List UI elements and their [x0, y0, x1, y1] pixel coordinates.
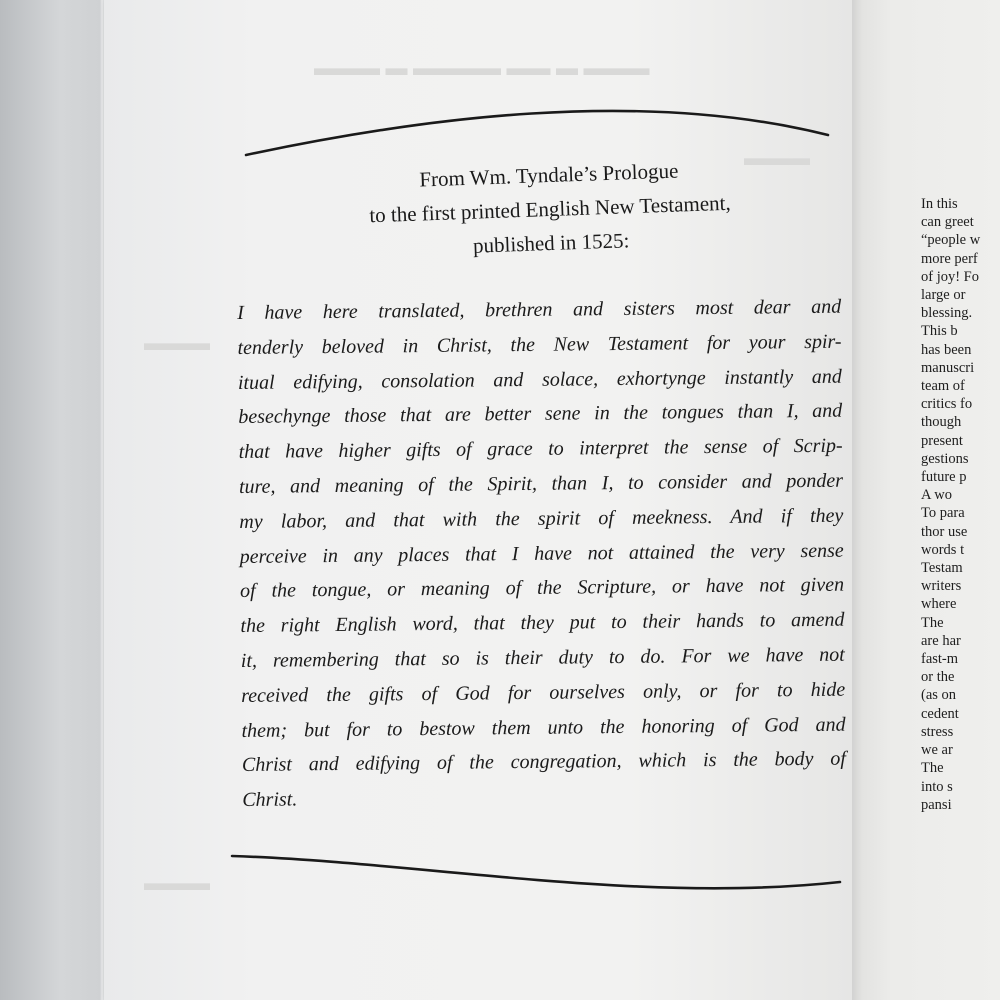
- facing-page-line: large or: [921, 287, 966, 304]
- quote-line: the right English word, that they put to their hands to amend: [240, 608, 845, 638]
- heading-line: published in 1525:: [472, 228, 630, 258]
- quote-line: my labor, and that with the spirit of meekness. And if they: [239, 504, 844, 533]
- quote-line: them; but for to bestow them unto the honoring of God and: [241, 713, 846, 742]
- facing-page-line: future p: [921, 469, 967, 486]
- facing-page-line: fast-m: [921, 651, 959, 668]
- facing-page-line: thor use: [921, 523, 968, 540]
- facing-page-line: (as on: [921, 687, 957, 704]
- quote-line: perceive in any places that I have not attained the very sense: [239, 539, 844, 568]
- quote-line: it, remembering that so is their duty to do. For we have not: [240, 643, 845, 672]
- facing-page-line: gestions: [921, 450, 969, 467]
- facing-page-line: cedent: [921, 705, 959, 722]
- facing-page-line: we ar: [921, 742, 953, 759]
- quote-line: Christ and edifying of the congregation, which is the body of: [241, 748, 846, 777]
- facing-page-line: though: [921, 414, 962, 431]
- facing-page-line: into s: [921, 778, 953, 795]
- facing-page-line: “people w: [921, 232, 981, 249]
- quote-line: Christ.: [242, 788, 298, 812]
- quote-line: received the gifts of God for ourselves only, or for to hide: [241, 678, 846, 707]
- quote-line: ture, and meaning of the Spirit, than I, to consider and ponder: [238, 469, 844, 498]
- quote-line: of the tongue, or meaning of the Scripture, or have not given: [239, 574, 845, 603]
- facing-page-line: The: [921, 760, 944, 777]
- bleed-through-decoration: ▬▬▬: [144, 330, 210, 355]
- facing-page-line: team of: [921, 378, 965, 395]
- facing-page-line: or the: [921, 669, 955, 686]
- facing-page: [852, 0, 1000, 1000]
- facing-page-line: stress: [921, 723, 954, 740]
- bleed-through-decoration: ▬▬▬ ▬ ▬▬ ▬▬▬▬ ▬ ▬▬▬: [314, 55, 650, 80]
- facing-page-line: words t: [921, 541, 965, 558]
- heading-line: From Wm. Tyndale’s Prologue: [418, 158, 679, 192]
- facing-page-line: This b: [921, 323, 958, 340]
- facing-page-line: present: [921, 432, 963, 449]
- facing-page-line: has been: [921, 341, 972, 358]
- facing-page-line: blessing.: [921, 305, 973, 322]
- quote-line: tenderly beloved in Christ, the New Testament for your spir-: [237, 330, 842, 359]
- facing-page-line: The: [921, 614, 944, 631]
- facing-page-line: To para: [921, 505, 965, 522]
- facing-page-line: writers: [921, 578, 962, 595]
- facing-page-line: where: [921, 596, 957, 613]
- facing-page-line: more perf: [921, 250, 978, 267]
- bleed-through-decoration: ▬▬▬: [744, 145, 810, 170]
- quote-line: that have higher gifts of grace to interpret the sense of Scrip-: [238, 434, 843, 464]
- facing-page-line: critics fo: [921, 396, 973, 413]
- facing-page-text: [921, 195, 1000, 814]
- tyndale-quote: [237, 290, 846, 818]
- facing-page-line: In this: [921, 196, 958, 212]
- heading-line: to the first printed English New Testament,: [368, 190, 732, 228]
- facing-page-line: manuscri: [921, 359, 975, 376]
- facing-page-line: A wo: [921, 487, 953, 504]
- prologue-heading: [298, 149, 801, 268]
- facing-page-line: can greet: [921, 214, 974, 231]
- facing-page-line: are har: [921, 632, 961, 649]
- quote-line: besechynge those that are better sene in the tongues than I, and: [238, 400, 843, 429]
- bleed-through-decoration: ▬▬▬: [144, 870, 210, 895]
- facing-page-line: Testam: [921, 560, 963, 577]
- quote-line: itual edifying, consolation and solace, exhortynge instantly and: [237, 365, 842, 394]
- quote-line: I have here translated, brethren and sisters most dear and: [237, 295, 842, 324]
- facing-page-line: of joy! Fo: [921, 268, 979, 285]
- facing-page-line: pansi: [921, 796, 952, 813]
